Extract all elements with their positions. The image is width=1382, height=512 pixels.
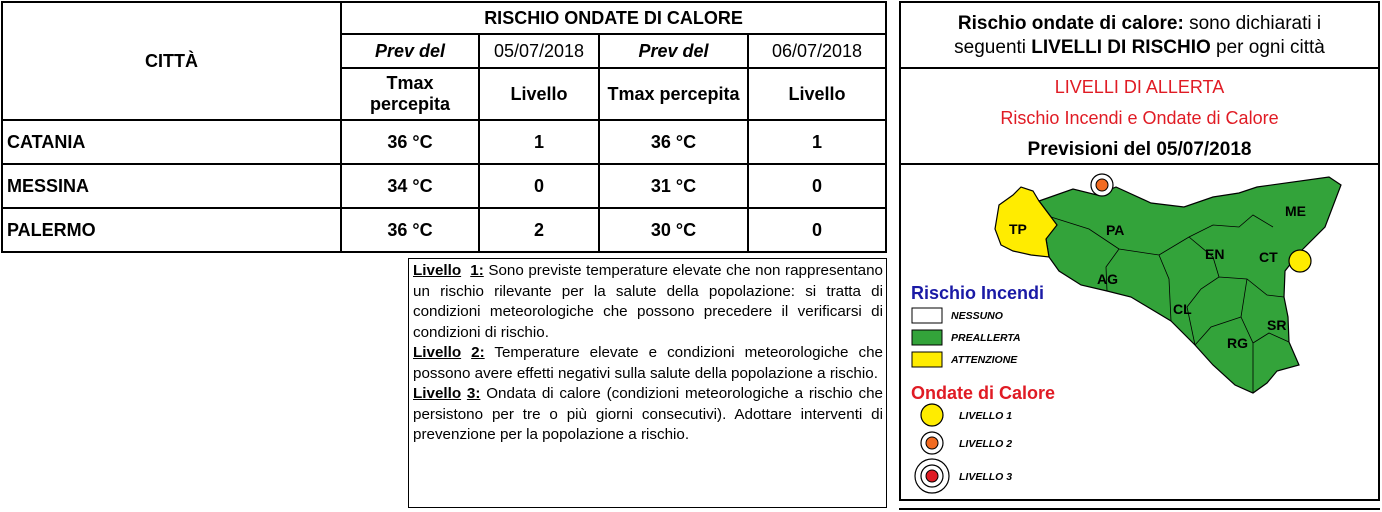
tmax-value: 31 °C	[599, 164, 748, 208]
heat-legend-marker-level2	[921, 432, 943, 454]
level-2-description	[413, 343, 883, 384]
province-label-pa: PA	[1106, 222, 1125, 238]
fire-legend-label-prealert: PREALLERTA	[951, 332, 1021, 344]
fire-legend-swatch-prealert	[912, 330, 942, 345]
province-label-en: EN	[1205, 246, 1225, 262]
level-1-number: 1:	[470, 262, 484, 279]
level-value: 1	[479, 120, 599, 164]
city-name: PALERMO	[2, 208, 341, 252]
alert-levels-header	[901, 70, 1378, 165]
province-label-me: ME	[1285, 203, 1306, 219]
table-row	[2, 208, 886, 252]
province-label-rg: RG	[1227, 335, 1248, 351]
level-value: 0	[479, 164, 599, 208]
day1-prev-label: Prev del	[341, 34, 479, 68]
level-2-word: Livello	[413, 344, 462, 361]
heat-legend-label-level2: LIVELLO 2	[959, 438, 1013, 450]
day2-tmax-header: Tmax percepita	[599, 68, 748, 120]
level-1-description	[413, 261, 883, 343]
table-row	[2, 120, 886, 164]
fire-legend-swatch-attention	[912, 352, 942, 367]
panel-title-bold-2: LIVELLI DI RISCHIO	[1031, 37, 1211, 58]
province-label-ct: CT	[1259, 249, 1278, 265]
heat-risk-table	[1, 1, 887, 253]
sicily-map	[901, 167, 1378, 499]
sicily-map-area	[901, 167, 1378, 499]
panel-title-text-2: seguenti	[954, 37, 1032, 58]
panel-title	[901, 3, 1378, 69]
level-2-text: Temperature elevate e condizioni meteorologiche che possono avere effetti negativi sulla salute della popolazione a rischio.	[413, 344, 883, 382]
panel-title-bold: Rischio ondate di calore:	[957, 13, 1184, 34]
heat-legend-label-level3: LIVELLO 3	[959, 471, 1013, 483]
alert-levels-title: LIVELLI DI ALLERTA	[1054, 77, 1225, 97]
city-column-header: CITTÀ	[2, 2, 341, 120]
tmax-value: 30 °C	[599, 208, 748, 252]
tmax-value: 36 °C	[341, 120, 479, 164]
level-3-word: Livello	[413, 385, 462, 402]
city-name: MESSINA	[2, 164, 341, 208]
heat-legend-marker-level1	[921, 404, 943, 426]
province-label-ag: AG	[1097, 271, 1118, 287]
level-descriptions	[408, 258, 887, 508]
catania-heat-marker-level1	[1289, 250, 1311, 272]
level-3-number: 3:	[466, 385, 481, 402]
province-label-sr: SR	[1267, 317, 1287, 333]
fire-legend-label-attention: ATTENZIONE	[951, 354, 1018, 366]
day1-date: 05/07/2018	[479, 34, 599, 68]
city-name: CATANIA	[2, 120, 341, 164]
level-1-text: Sono previste temperature elevate che non rappresentano un rischio rilevante per la salute della popolazione: si tratta di condizioni meteorologiche che possono precedere il verificarsi di condizioni di rischio.	[413, 262, 883, 341]
table-title: RISCHIO ONDATE DI CALORE	[341, 2, 886, 34]
level-value: 0	[748, 208, 886, 252]
fire-legend-title: Rischio Incendi	[911, 283, 1045, 303]
day2-prev-label: Prev del	[599, 34, 748, 68]
province-label-cl: CL	[1173, 301, 1192, 317]
tmax-value: 34 °C	[341, 164, 479, 208]
level-value: 0	[748, 164, 886, 208]
tmax-value: 36 °C	[341, 208, 479, 252]
panel-title-text-3: per ogni città	[1210, 37, 1325, 58]
fire-legend-swatch-none	[912, 308, 942, 323]
day2-level-header: Livello	[748, 68, 886, 120]
province-label-tp: TP	[1009, 221, 1027, 237]
heat-legend-label-level1: LIVELLO 1	[959, 410, 1013, 422]
day1-tmax-header: Tmax percepita	[341, 68, 479, 120]
level-3-description	[413, 384, 883, 446]
fire-legend-label-none: NESSUNO	[951, 310, 1003, 322]
level-1-word: Livello	[413, 262, 462, 279]
bottom-divider	[899, 508, 1380, 510]
panel-title-text-1: sono dichiarati i	[1183, 13, 1322, 34]
palermo-heat-marker-level2	[1091, 174, 1113, 196]
forecast-date: Previsioni del 05/07/2018	[1027, 139, 1252, 160]
level-2-number: 2:	[471, 344, 485, 361]
alert-levels-subtitle: Rischio Incendi e Ondate di Calore	[1000, 108, 1279, 128]
heat-legend-title: Ondate di Calore	[911, 383, 1056, 403]
heat-legend-marker-level3	[915, 459, 949, 493]
table-row	[2, 164, 886, 208]
level-3-text: Ondata di calore (condizioni meteorologiche a rischio che persistono per tre o più giorni consecutivi). Adottare interventi di prevenzione per la popolazione a rischio.	[413, 385, 883, 443]
level-value: 1	[748, 120, 886, 164]
alert-panel	[899, 1, 1380, 501]
day1-level-header: Livello	[479, 68, 599, 120]
level-value: 2	[479, 208, 599, 252]
day2-date: 06/07/2018	[748, 34, 886, 68]
tmax-value: 36 °C	[599, 120, 748, 164]
